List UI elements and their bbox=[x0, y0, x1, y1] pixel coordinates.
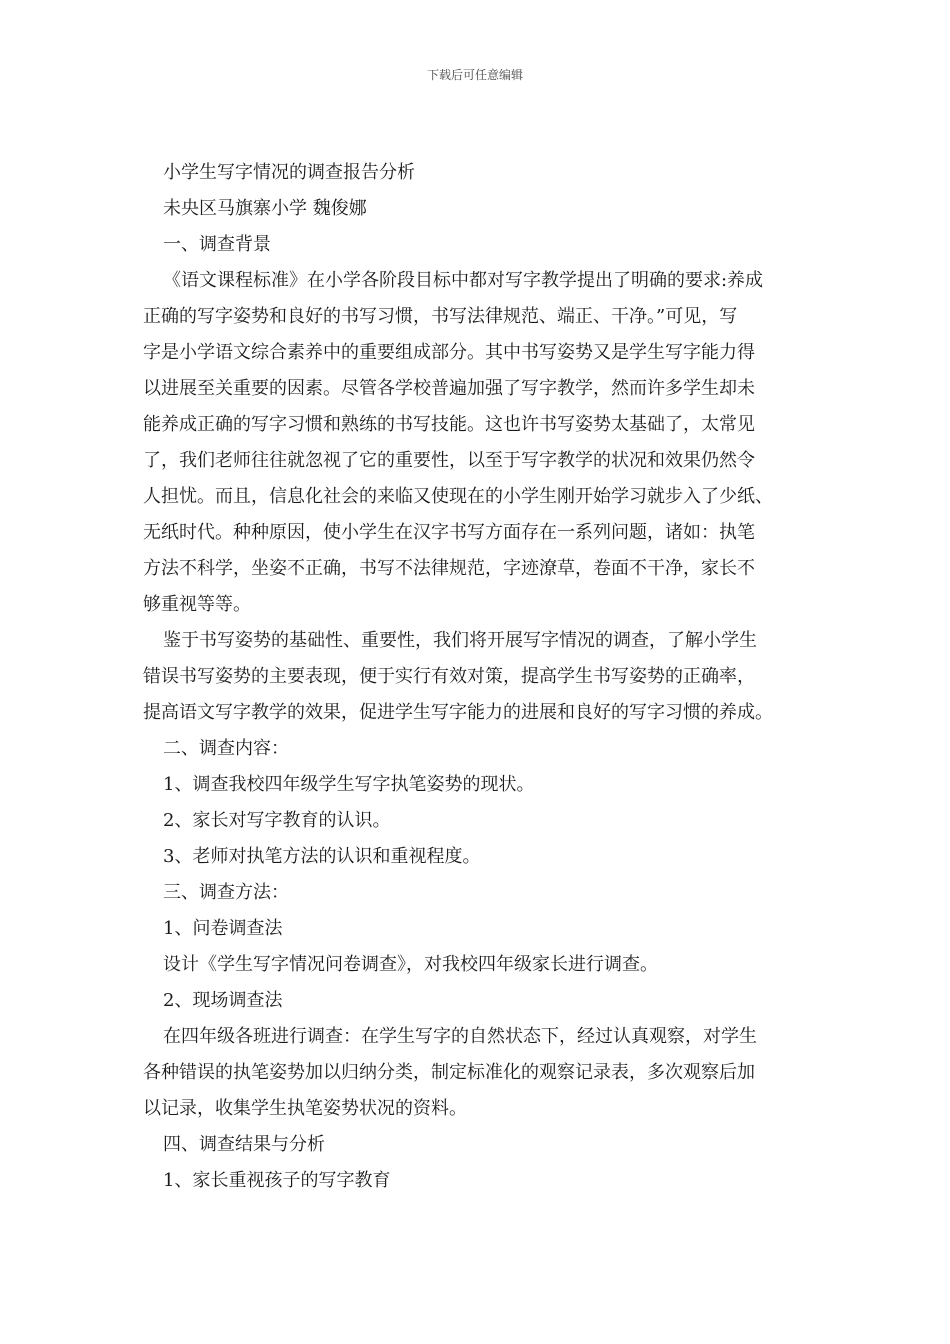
paragraph-line: 以记录，收集学生执笔姿势状况的资料。 bbox=[143, 1098, 467, 1119]
list-item: 1、家长重视孩子的写字教育 bbox=[163, 1170, 391, 1191]
list-item: 3、老师对执笔方法的认识和重视程度。 bbox=[163, 846, 481, 867]
paragraph-line: 无纸时代。种种原因，使小学生在汉字书写方面存在一系列问题，诸如：执笔 bbox=[143, 522, 755, 543]
list-item: 2、家长对写字教育的认识。 bbox=[163, 810, 391, 831]
paragraph-line: 《语文课程标准》在小学各阶段目标中都对写字教学提出了明确的要求:养成 bbox=[163, 270, 764, 291]
paragraph-field-survey bbox=[143, 1019, 809, 1127]
paragraph-line: 人担忧。而且，信息化社会的来临又使现在的小学生刚开始学习就步入了少纸、 bbox=[143, 486, 773, 507]
paragraph-line: 提高语文写字教学的效果，促进学生写字能力的进展和良好的写字习惯的养成。 bbox=[143, 702, 773, 723]
paragraph-line: 以进展至关重要的因素。尽管各学校普遍加强了写字教学，然而许多学生却未 bbox=[143, 378, 755, 399]
paragraph-line: 在四年级各班进行调查：在学生写字的自然状态下，经过认真观察，对学生 bbox=[163, 1026, 757, 1047]
paragraph-line: 方法不科学，坐姿不正确，书写不法律规范，字迹潦草，卷面不干净，家长不 bbox=[143, 558, 755, 579]
document-title: 小学生写字情况的调查报告分析 bbox=[163, 162, 415, 183]
header-note: 下载后可任意编辑 bbox=[426, 68, 523, 82]
paragraph-line: 能养成正确的写字习惯和熟练的书写技能。这也许书写姿势太基础了，太常见 bbox=[143, 414, 755, 435]
list-item: 1、调查我校四年级学生写字执笔姿势的现状。 bbox=[163, 774, 535, 795]
section-heading: 四、调查结果与分析 bbox=[163, 1134, 325, 1155]
section-heading: 二、调查内容： bbox=[163, 738, 289, 759]
author-line: 未央区马旗寨小学 魏俊娜 bbox=[163, 198, 367, 219]
section-heading: 一、调查背景 bbox=[163, 234, 271, 255]
paragraph-line: 正确的写字姿势和良好的书写习惯，书写法律规范、端正、干净。”可见，写 bbox=[143, 306, 738, 327]
paragraph-line: 够重视等等。 bbox=[143, 594, 251, 615]
paragraph-line: 字是小学语文综合素养中的重要组成部分。其中书写姿势又是学生写字能力得 bbox=[143, 342, 755, 363]
section-heading: 三、调查方法： bbox=[163, 882, 289, 903]
paragraph-line: 错误书写姿势的主要表现，便于实行有效对策，提高学生书写姿势的正确率， bbox=[143, 666, 755, 687]
paragraph-line: 鉴于书写姿势的基础性、重要性，我们将开展写字情况的调查，了解小学生 bbox=[163, 630, 757, 651]
method-description: 设计《学生写字情况问卷调查》，对我校四年级家长进行调查。 bbox=[163, 954, 658, 975]
paragraph-line: 各种错误的执笔姿势加以归纳分类，制定标准化的观察记录表，多次观察后加 bbox=[143, 1062, 755, 1083]
paragraph-background bbox=[143, 263, 809, 623]
list-item: 1、问卷调查法 bbox=[163, 918, 283, 939]
list-item: 2、现场调查法 bbox=[163, 990, 283, 1011]
document-body bbox=[143, 155, 809, 1199]
paragraph-purpose bbox=[143, 623, 809, 731]
paragraph-line: 了，我们老师往往就忽视了它的重要性，以至于写字教学的状况和效果仍然令 bbox=[143, 450, 755, 471]
